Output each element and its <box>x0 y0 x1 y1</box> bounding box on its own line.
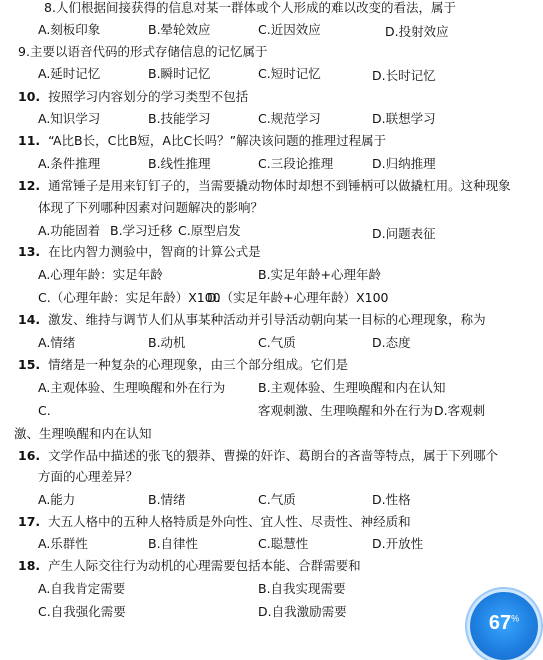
option-b: B.主观体验、生理唤醒和内在认知 <box>258 380 446 395</box>
option-b: B.情绪 <box>148 492 186 507</box>
option-b: B.学习迁移 <box>110 223 173 238</box>
option-a: A.刻板印象 <box>38 22 101 37</box>
option-d: D.性格 <box>372 492 411 507</box>
question-13-stem: 13. 在比内智力测验中，智商的计算公式是 <box>18 244 261 259</box>
question-17-stem: 17. 大五人格中的五种人格特质是外向性、宜人性、尽责性、神经质和 <box>18 514 411 529</box>
question-14-stem: 14. 激发、维持与调节人们从事某种活动并引导活动朝向某一目标的心理现象，称为 <box>18 312 486 327</box>
option-a: A.心理年龄：实足年龄 <box>38 267 163 282</box>
question-9-stem: 9.主要以语音代码的形式存储信息的记忆属于 <box>18 44 268 59</box>
option-b: B.实足年龄+心理年龄 <box>258 267 382 282</box>
option-a: A.乐群性 <box>38 536 88 551</box>
option-a: A.主观体验、生理唤醒和外在行为 <box>38 380 226 395</box>
option-c-text: 客观刺激、生理唤醒和外在行为 <box>258 403 434 418</box>
option-a: A.自我肯定需要 <box>38 581 126 596</box>
progress-value: 67% <box>488 612 520 634</box>
option-d: D.开放性 <box>372 536 424 551</box>
option-d: D.客观刺 <box>434 403 486 418</box>
option-a: A.能力 <box>38 492 76 507</box>
option-d: D.问题表征 <box>372 226 436 241</box>
option-a: A.条件推理 <box>38 156 101 171</box>
option-b: B.自我实现需要 <box>258 581 346 596</box>
option-b: B.自律性 <box>148 536 199 551</box>
question-12-stem-cont: 体现了下列哪种因素对问题解决的影响？ <box>38 200 264 215</box>
option-d: D.归纳推理 <box>372 156 436 171</box>
option-d: D.投射效应 <box>385 24 449 39</box>
option-c: C.三段论推理 <box>258 156 334 171</box>
option-d-cont: 激、生理唤醒和内在认知 <box>14 426 152 441</box>
progress-widget[interactable] <box>470 592 538 660</box>
question-18-stem: 18. 产生人际交往行为动机的心理需要包括本能、合群需要和 <box>18 558 361 573</box>
question-12-stem: 12. 通常锤子是用来钉钉子的，当需要撬动物体时却想不到锤柄可以做撬杠用。这种现象 <box>18 178 511 193</box>
option-a: A.功能固着 <box>38 223 101 238</box>
option-c: C.（心理年龄：实足年龄）X100 <box>38 290 221 305</box>
option-d: D.态度 <box>372 335 411 350</box>
option-a: A.知识学习 <box>38 111 101 126</box>
question-16-stem-cont: 方面的心理差异？ <box>38 469 139 484</box>
option-c: C.气质 <box>258 492 296 507</box>
option-c: C.聪慧性 <box>258 536 309 551</box>
option-c: C.规范学习 <box>258 111 321 126</box>
option-d: D.联想学习 <box>372 111 436 126</box>
question-10-stem: 10. 按照学习内容划分的学习类型不包括 <box>18 89 249 104</box>
option-c: C.原型启发 <box>178 223 241 238</box>
question-15-stem: 15. 情绪是一种复杂的心理现象，由三个部分组成。它们是 <box>18 357 349 372</box>
option-b: B.技能学习 <box>148 111 211 126</box>
option-b: B.晕轮效应 <box>148 22 211 37</box>
option-c: C.短时记忆 <box>258 66 321 81</box>
question-11-stem: 11. “A比B长，C比B短，A比C长吗？”解决该问题的推理过程属于 <box>18 133 387 148</box>
option-d: D.长时记忆 <box>372 68 436 83</box>
option-d: D.（实足年龄+心理年龄）X100 <box>207 290 389 305</box>
option-b: B.线性推理 <box>148 156 211 171</box>
option-c: C. <box>38 403 51 418</box>
option-d: D.自我激励需要 <box>258 604 347 619</box>
option-c: C.自我强化需要 <box>38 604 126 619</box>
option-b: B.瞬时记忆 <box>148 66 211 81</box>
option-a: A.情绪 <box>38 335 76 350</box>
question-16-stem: 16. 文学作品中描述的张飞的猥莽、曹操的奸诈、葛朗台的吝啬等特点，属于下列哪个 <box>18 448 499 463</box>
option-c: C.气质 <box>258 335 296 350</box>
question-8-stem: 8.人们根据间接获得的信息对某一群体或个人形成的难以改变的看法，属于 <box>44 0 456 15</box>
option-c: C.近因效应 <box>258 22 321 37</box>
option-b: B.动机 <box>148 335 186 350</box>
option-a: A.延时记忆 <box>38 66 101 81</box>
